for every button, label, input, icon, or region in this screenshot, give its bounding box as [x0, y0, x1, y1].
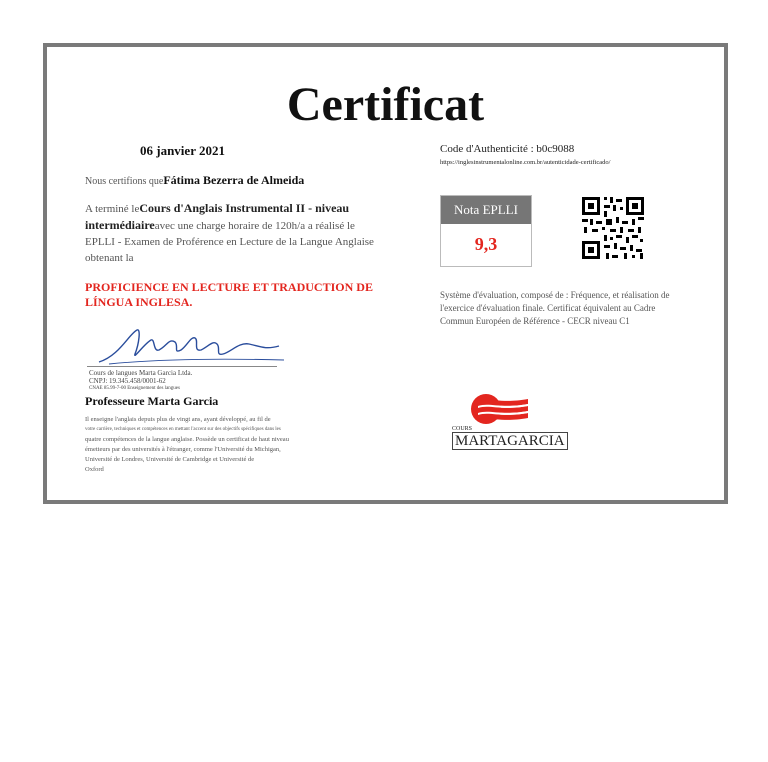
certify-line — [85, 173, 375, 188]
grade-value: 9,3 — [474, 234, 498, 254]
company-cnpj: CNPJ: 19.345.458/0001-62 — [89, 377, 166, 385]
issue-date: 06 janvier 2021 — [140, 143, 225, 158]
grade-box — [440, 195, 532, 267]
company-cnae: CNAE 85.99-7-00 Enseignement des langues — [89, 386, 180, 391]
professor-bio — [85, 415, 340, 475]
completed-suffix: avec une charge horaire de 120h/a a réalisé le EPLLI - Examen de Proférence en Lecture de la Langue Anglaise obtenant la — [85, 220, 374, 264]
bio-line: Oxford — [85, 466, 104, 473]
left-column — [85, 143, 375, 475]
certify-prefix: Nous certifions que — [85, 176, 164, 187]
bio-line: Il enseigne l'anglais depuis plus de vingt ans, ayant développé, au fil de — [85, 416, 271, 423]
bio-line: votre carrière, techniques et compétences en mettant l'accent sur des objectifs spécifiques dans les — [85, 427, 281, 432]
logo-small-text: COURS — [452, 426, 473, 432]
qr-code-icon — [580, 195, 646, 261]
certificate-title: Certificat — [286, 78, 485, 131]
course-name: Cours d'Anglais Instrumental II - niveau intermédiaire — [85, 201, 350, 232]
marta-garcia-logo — [452, 392, 612, 462]
recipient-name: Fátima Bezerra de Almeida — [163, 173, 305, 187]
grade-label: Nota EPLLI — [441, 196, 531, 224]
completed-prefix: A terminé le — [85, 203, 140, 215]
authentication-url[interactable]: https://inglesinstrumentalonline.com.br/autenticidade-certificado/ — [440, 159, 611, 166]
certificate — [43, 43, 728, 504]
professor-name: Professeure Marta Garcia — [85, 394, 219, 408]
logo-text: MARTAGARCIA — [452, 432, 568, 450]
proficiency-title: PROFICIENCE EN LECTURE ET TRADUCTION DE LÍNGUA INGLESA. — [85, 280, 373, 309]
signature-line — [87, 366, 277, 367]
company-info — [89, 369, 192, 393]
completion-text — [85, 200, 375, 266]
logo-flag-icon — [470, 392, 530, 426]
bio-line: émetteurs par des universités à l'étranger, comme l'Université du Michigan, — [85, 446, 281, 453]
signature-block — [85, 324, 375, 391]
bio-line: Université de Londres, Université de Cambridge et Université de — [85, 456, 255, 463]
right-column — [440, 143, 720, 449]
company-name: Cours de langues Marta Garcia Ltda. — [89, 369, 193, 377]
bio-line: quatre compétences de la langue anglaise. Possède un certificat de haut niveau — [85, 436, 289, 443]
evaluation-system-text: Système d'évaluation, composé de : Fréquence, et réalisation de l'exercice d'évaluation finale. Certificat équivalent au Cadre Commun Européen de Référence - CECR niveau C1 — [440, 290, 670, 326]
signature-image — [89, 324, 289, 369]
authentication-code: Code d'Authenticité : b0c9088 — [440, 143, 575, 155]
